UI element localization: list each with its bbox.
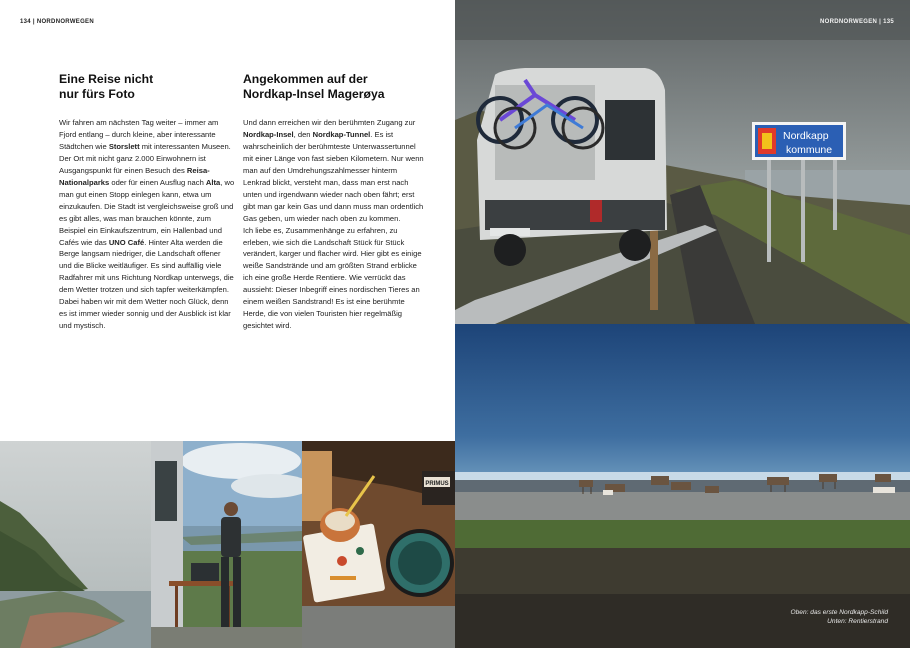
- bold-term: Alta: [205, 177, 221, 187]
- heading-2-line-1: Angekommen auf der: [243, 72, 368, 86]
- caption-line-2: Unten: Rentierstrand: [827, 618, 888, 625]
- photo-caption: [791, 608, 889, 626]
- text-run: Und dann erreichen wir den berühmten Zugang zur: [243, 118, 416, 127]
- bold-term: Nordkap-Insel: [243, 129, 294, 139]
- body-text-1: [59, 117, 235, 332]
- caption-line-1: Oben: das erste Nordkapp-Schild: [790, 609, 888, 616]
- bold-term: UNO Café: [108, 237, 145, 247]
- text-run: oder für einen Ausflug nach: [109, 177, 206, 187]
- text-run: , den: [293, 129, 313, 139]
- heading-1: [59, 72, 235, 102]
- text-run: Ich liebe es, Zusammenhänge zu erfahren, zu erleben, wie sich die Landschaft Stück für Stück verändert, karger und flacher wird. Hier gibt es einige weiße Sandstrände und am größten Strand erblicke ich eine große Herde Rentiere. Wie verrückt das aussieht: Dieser Inbegriff eines nordischen Tieres an einem weißen Sandstrand! Es ist eine berühmte Herde, die von vielen Touristen hier regelmäßig gesichtet wird.: [243, 225, 422, 331]
- right-page: [455, 0, 910, 648]
- body-text-2: [243, 117, 426, 332]
- text-run: Wir fahren am nächsten Tag weiter – immer am Fjord entlang – durch kleine, aber interessante Städtchen wie: [59, 118, 219, 151]
- bold-term: Storslett: [108, 141, 140, 151]
- primus-box-label: PRIMUS: [425, 481, 449, 487]
- fjord-coast-photo: [0, 441, 151, 648]
- sign-text-nordkapp: Nordkapp: [783, 130, 829, 142]
- text-column-2: [243, 72, 426, 332]
- text-run: . Es ist wahrscheinlich der berühmteste Unterwassertunnel mit einer Länge von fast sieben Kilometern. Nur wenn man auf den Umdrehungszahlmesser hinterm Lenkrad blickt, versteht man, dass man erst nach unten und irgendwann wieder nach oben fährt; erst gibt man gar kein Gas und dann muss man ordentlich Gas geben, um wieder nach oben zu kommen.: [243, 129, 424, 223]
- heading-1-line-1: Eine Reise nicht: [59, 72, 154, 86]
- reindeer-beach-photo: [455, 324, 910, 648]
- heading-2: [243, 72, 426, 102]
- bold-term: Nordkap-Tunnel: [312, 129, 371, 139]
- heading-1-line-2: nur fürs Foto: [59, 87, 135, 101]
- cafe-table-photo: [302, 441, 455, 648]
- text-run: . Hinter Alta werden die Berge langsam niedriger, die Landschaft offener und die Blicke weitläufiger. Es sind auffällig viele Radfahrer mit uns Richtung Nordkap unterwegs, die dem Wetter trotzen und sich tapfer weiterkämpfen. Dabei haben wir mit dem Wetter noch Glück, denn es ist immer wieder sonnig und der Ausblick ist klar und mystisch.: [59, 237, 234, 331]
- woman-camper-photo: [151, 441, 302, 648]
- sign-text-kommune: kommune: [786, 144, 833, 156]
- nordkapp-sign-photo: [455, 0, 910, 324]
- text-column-1: [59, 72, 235, 332]
- heading-2-line-2: Nordkap-Insel Magerøya: [243, 87, 385, 101]
- text-run: mit interessanten Museen. Der Ort mit nicht ganz 2.000 Einwohnern ist Ausgangspunkt für einen Besuch des: [59, 141, 231, 175]
- bold-term: Reisa-Nationalparks: [59, 165, 210, 187]
- folio-right: NORDNORWEGEN | 135: [820, 19, 894, 25]
- text-run: , wo man gut einen Stopp einlegen kann, etwa um einzukaufen. Die Stadt ist vergleichsweise groß und es gibt alles, was man brauchen könnte, zum Beispiel ein Einkaufszentrum, ein Hallenbad und Cafés wie das: [59, 177, 235, 247]
- folio-left: 134 | NORDNORWEGEN: [20, 19, 94, 25]
